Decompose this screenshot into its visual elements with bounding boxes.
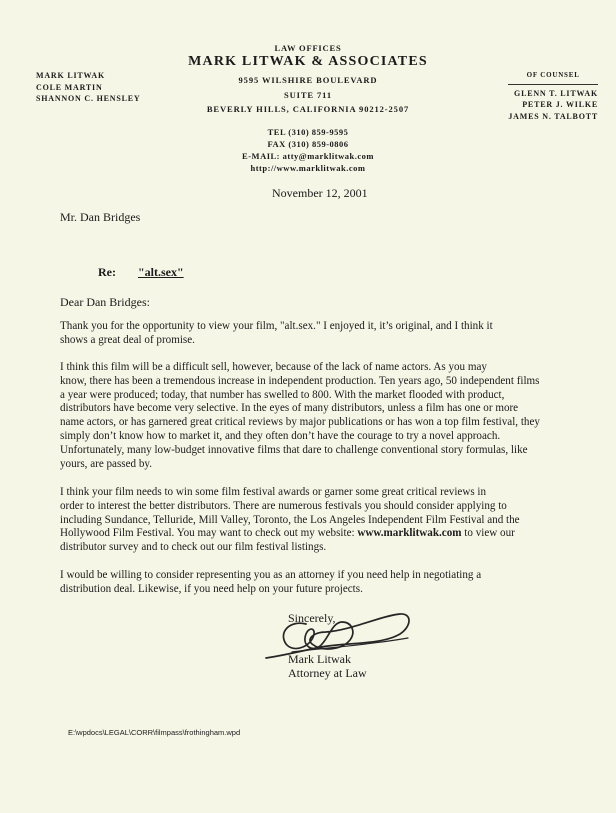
of-counsel-list bbox=[508, 70, 598, 122]
address-line-suite: SUITE 711 bbox=[283, 89, 333, 100]
re-subject: "alt.sex" bbox=[138, 265, 184, 279]
partner-name: MARK LITWAK bbox=[36, 71, 106, 80]
paragraph-2: I think this film will be a difficult sell, however, because of the lack of name actors. As you may know, there has been a tremendous increase in independent production. Ten years ago, 50 independent films a year were produced; today, that number has swelled to 800. With the market flooded with product, distributors have become very selective. In the eyes of many distributors, unless a film has one or more name actors, or has garnered great critical reviews by major publications or has won a top film festival, they simply don’t know how to market it, and they often don’t have the courage to try a novel approach. Unfortunately, many low-budget innovative films that dare to challenge conventional story formulas, like yours, are passed by. bbox=[60, 361, 540, 470]
firm-name: MARK LITWAK & ASSOCIATES bbox=[188, 54, 428, 69]
paragraph-1: Thank you for the opportunity to view your film, "alt.sex." I enjoyed it, it’s original, and I think it shows a great deal of promise. bbox=[60, 320, 493, 346]
paragraph-3 bbox=[60, 486, 560, 555]
firm-address bbox=[180, 73, 436, 117]
letter-date: November 12, 2001 bbox=[272, 186, 368, 200]
address-line-city: BEVERLY HILLS, CALIFORNIA 90212-2507 bbox=[206, 104, 410, 114]
letterhead bbox=[180, 42, 436, 175]
firm-telephone: TEL (310) 859-9595 bbox=[267, 126, 349, 137]
of-counsel-title: OF COUNSEL bbox=[508, 70, 598, 85]
letterhead-heading: LAW OFFICES bbox=[274, 43, 342, 53]
firm-website: http://www.marklitwak.com bbox=[250, 163, 366, 174]
firm-contact bbox=[180, 126, 436, 175]
firm-email: E-MAIL: atty@marklitwak.com bbox=[242, 151, 374, 162]
paragraph-3-text-end: to view our distributor survey and to check out our film festival listings. bbox=[60, 527, 515, 554]
recipient-name: Mr. Dan Bridges bbox=[60, 210, 141, 224]
paragraph-4: I would be willing to consider representing you as an attorney if you need help in negotiating a distribution deal. Likewise, if you need help on your future projects. bbox=[60, 569, 482, 595]
website-link: www.marklitwak.com bbox=[357, 527, 462, 540]
address-line-street: 9595 WILSHIRE BOULEVARD bbox=[238, 75, 378, 85]
re-label: Re: bbox=[98, 265, 116, 279]
partner-name: SHANNON C. HENSLEY bbox=[36, 94, 141, 103]
partner-name: COLE MARTIN bbox=[36, 82, 103, 92]
document-file-path: E:\wpdocs\LEGAL\CORR\filmpass\frothingham.wpd bbox=[68, 728, 241, 737]
firm-fax: FAX (310) 859-0806 bbox=[267, 138, 349, 149]
paragraph-3-text: I think your film needs to win some film festival awards or garner some great critical reviews in order to interest the better distributors. There are numerous festivals you should consider applying to including Sundance, Telluride, Mill Valley, Toronto, the Los Angeles Independent Film Festival and the Hollywood Film Festival. You may want to check out my website: bbox=[60, 486, 520, 540]
counsel-name: PETER J. WILKE bbox=[522, 100, 598, 109]
counsel-name: JAMES N. TALBOTT bbox=[508, 111, 598, 121]
partner-list bbox=[36, 70, 140, 105]
signer-title: Attorney at Law bbox=[288, 666, 367, 680]
closing: Sincerely, bbox=[288, 611, 336, 625]
counsel-name: GLENN T. LITWAK bbox=[514, 88, 598, 98]
salutation: Dear Dan Bridges: bbox=[60, 295, 150, 309]
signer-name: Mark Litwak bbox=[288, 652, 351, 666]
